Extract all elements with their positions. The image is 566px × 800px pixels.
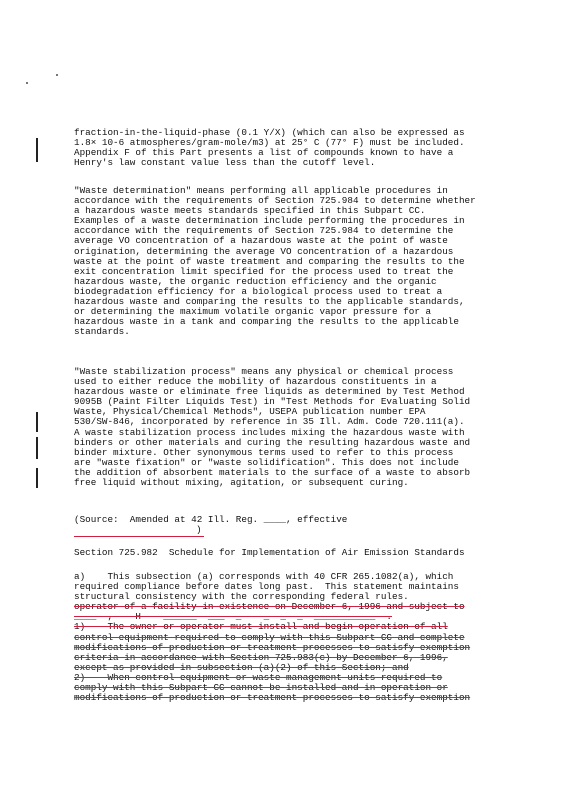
text-line: a) This subsection (a) corresponds with 40 CFR 265.1082(a), which — [74, 572, 454, 582]
text-line: biodegradation efficiency for a biological process used to treat a — [74, 286, 443, 297]
struck-line: operator of a facility in existence on December 6, 1996 and subject to — [74, 602, 465, 613]
revision-bar — [36, 468, 38, 488]
paragraph-waste-determination — [74, 186, 524, 337]
text-line: or determining the maximum volatile organic vapor pressure for a — [74, 307, 432, 318]
text-line: required compliance before dates long past. This statement maintains — [74, 582, 459, 593]
text-line: hazardous waste in a tank and comparing the results to the applicable — [74, 317, 459, 328]
text-line: binders or other materials and curing the resulting hazardous waste and — [74, 437, 471, 448]
struck-line: comply with this Subpart CC cannot be installed and in operation or — [74, 683, 448, 694]
struck-line: except as provided in subsection (a)(2) of this Section; and — [74, 662, 409, 673]
text-line: 9095B (Paint Filter Liquids Test) in "Test Methods for Evaluating Solid — [74, 397, 471, 408]
text-line: 1.8× 10-6 atmospheres/gram-mole/m3) at 25° C (77° F) must be included. — [74, 138, 465, 149]
text-line: the addition of absorbent materials to the surface of a waste to absorb — [74, 467, 471, 478]
text-line: waste at the point of waste treatment and comparing the results to the — [74, 256, 465, 267]
text-line: average VO concentration of a hazardous waste at the point of waste — [74, 236, 448, 247]
text-line: hazardous waste, the organic reduction efficiency and the organic — [74, 276, 437, 287]
text-line: are "waste fixation" or "waste solidification". This does not include — [74, 457, 459, 468]
revision-bar — [36, 138, 38, 162]
scan-speck — [56, 74, 58, 76]
text-line: hazardous waste and comparing the results to the applicable standards, — [74, 297, 465, 308]
subsection-a — [74, 572, 524, 703]
text-line: "Waste stabilization process" means any physical or chemical process — [74, 367, 454, 377]
text-line: accordance with the requirements of Section 725.984 to determine the — [74, 226, 454, 237]
struck-line: criteria in accordance with Section 725.983(c) by December 6, 1996, — [74, 652, 448, 663]
text-line: Appendix F of this Part presents a list of compounds known to have a — [74, 148, 454, 159]
struck-line: modifications of production or treatment processes to satisfy exemption — [74, 693, 471, 704]
text-line: Henry's law constant value less than the cutoff level. — [74, 158, 376, 169]
text-line: 530/SW-846, incorporated by reference in 35 Ill. Adm. Code 720.111(a). — [74, 417, 465, 428]
inserted-underline — [74, 536, 204, 537]
source-close: ) — [196, 525, 202, 536]
source-note — [74, 515, 524, 535]
struck-line: modifications of production or treatment processes to satisfy exemption — [74, 642, 471, 653]
revision-bar — [36, 437, 38, 459]
text-line: used to either reduce the mobility of hazardous constituents in a — [74, 377, 437, 388]
struck-line: control equipment required to comply with this Subpart CC and complete — [74, 632, 465, 643]
text-line: hazardous waste or eliminate free liquids as determined by Test Method — [74, 387, 465, 398]
struck-line: ____ , H ______ ___ _ _ _ _ ___________ . — [74, 612, 393, 623]
struck-line: 2) When control equipment or waste management units required to — [74, 672, 443, 683]
section-title: Section 725.982 Schedule for Implementation of Air Emission Standards — [74, 548, 465, 558]
paragraph-waste-stabilization — [74, 367, 524, 488]
text-line: exit concentration limit specified for the process used to treat the — [74, 266, 454, 277]
text-line: standards. — [74, 327, 130, 338]
text-line: "Waste determination" means performing all applicable procedures in — [74, 186, 448, 196]
text-line: structural consistency with the corresponding federal rules. — [74, 592, 409, 603]
text-line: A waste stabilization process includes mixing the hazardous waste with — [74, 427, 465, 438]
text-line: origination, determining the average VO concentration of a hazardous — [74, 246, 454, 257]
scan-speck — [26, 82, 28, 84]
text-line: free liquid without mixing, agitation, or subsequent curing. — [74, 478, 409, 489]
text-line: Waste, Physical/Chemical Methods", USEPA publication number EPA — [74, 407, 426, 418]
text-line: binder mixture. Other synonymous terms used to refer to this process — [74, 447, 454, 458]
struck-line: 1) The owner or operator must install and begin operation of all — [74, 622, 448, 633]
text-line: accordance with the requirements of Section 725.984 to determine whether — [74, 196, 476, 207]
section-heading — [74, 548, 524, 558]
text-line: Examples of a waste determination include performing the procedures in — [74, 216, 465, 227]
source-line: (Source: Amended at 42 Ill. Reg. ____, effective — [74, 515, 348, 525]
text-line: fraction-in-the-liquid-phase (0.1 Y/X) (which can also be expressed as — [74, 128, 465, 138]
revision-bar — [36, 412, 38, 432]
paragraph-henrys-law — [74, 128, 524, 168]
text-line: a hazardous waste meets standards specified in this Subpart CC. — [74, 206, 426, 217]
